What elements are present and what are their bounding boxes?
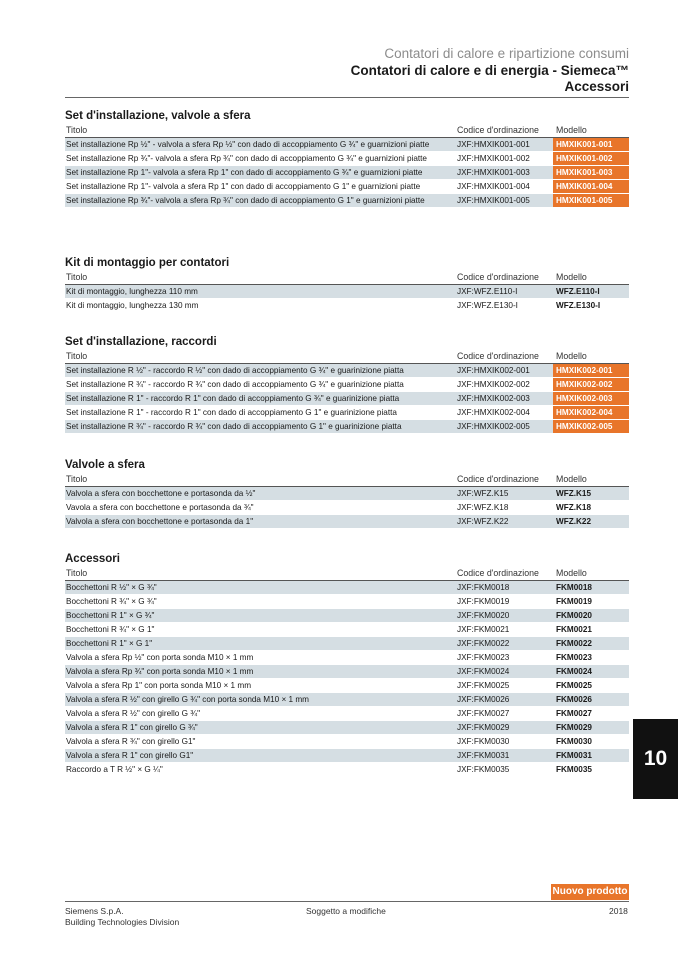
table-row: [65, 609, 629, 623]
row-code: JXF:FKM0020: [457, 611, 510, 620]
row-code: JXF:WFZ.E110-I: [457, 287, 518, 296]
row-model: HMXIK001-001: [553, 138, 629, 151]
row-model: FKM0022: [556, 639, 592, 648]
row-model: FKM0027: [556, 709, 592, 718]
table-row: [65, 406, 629, 420]
footer-company-block: [65, 906, 179, 928]
col-title: Titolo: [66, 568, 88, 578]
row-code: JXF:HMXIK002-004: [457, 408, 530, 417]
row-model: FKM0029: [556, 723, 592, 732]
section-title: Set d'installazione, raccordi: [65, 336, 217, 348]
row-model: WFZ.E110-I: [556, 287, 600, 296]
section-ball-valve-sets: [65, 108, 629, 208]
row-title: Raccordo a T R ½" × G ¼": [66, 765, 163, 774]
row-model: HMXIK002-005: [553, 420, 629, 433]
row-title: Valvola a sfera con bocchettone e portasonda da 1": [66, 517, 254, 526]
col-model: Modello: [556, 568, 587, 578]
row-code: JXF:FKM0018: [457, 583, 510, 592]
section-accessories: [65, 551, 629, 777]
table-row: [65, 487, 629, 501]
row-model: HMXIK001-004: [553, 180, 629, 193]
table-row: [65, 285, 629, 299]
row-model: HMXIK002-003: [553, 392, 629, 405]
row-model: FKM0031: [556, 751, 592, 760]
row-model: FKM0020: [556, 611, 592, 620]
table-row: [65, 180, 629, 194]
table-header: [65, 350, 629, 364]
section-mounting-kits: [65, 255, 629, 313]
table-header: [65, 124, 629, 138]
col-code: Codice d'ordinazione: [457, 474, 539, 484]
row-code: JXF:HMXIK001-004: [457, 182, 530, 191]
row-model: FKM0018: [556, 583, 592, 592]
table-header: [65, 473, 629, 487]
row-title: Valvola a sfera Rp ½" con porta sonda M10 × 1 mm: [66, 653, 254, 662]
table-row: [65, 707, 629, 721]
section-fitting-sets: [65, 334, 629, 434]
col-code: Codice d'ordinazione: [457, 272, 539, 282]
table-row: [65, 581, 629, 595]
row-code: JXF:FKM0026: [457, 695, 510, 704]
row-code: JXF:WFZ.K15: [457, 489, 509, 498]
table-header: [65, 271, 629, 285]
row-title: Kit di montaggio, lunghezza 130 mm: [66, 301, 199, 310]
row-code: JXF:FKM0025: [457, 681, 510, 690]
row-model: FKM0035: [556, 765, 592, 774]
table-row: [65, 138, 629, 152]
table-row: [65, 735, 629, 749]
row-model: FKM0025: [556, 681, 592, 690]
row-title: Valvola a sfera Rp ¾" con porta sonda M10 × 1 mm: [66, 667, 254, 676]
footer-year: 2018: [609, 906, 628, 916]
row-title: Valvola a sfera R ¾" con girello G1": [66, 737, 196, 746]
table-row: [65, 651, 629, 665]
row-title: Bocchettoni R ½" × G ¾": [66, 583, 157, 592]
table-row: [65, 637, 629, 651]
row-code: JXF:WFZ.E130-I: [457, 301, 518, 310]
table-row: [65, 693, 629, 707]
row-title: Set installazione Rp 1"- valvola a sfera Rp 1" con dado di accoppiamento G 1" e guarnizioni piatte: [66, 182, 421, 191]
footer-note: Soggetto a modifiche: [306, 906, 386, 916]
table-row: [65, 749, 629, 763]
row-code: JXF:FKM0027: [457, 709, 510, 718]
row-model: FKM0021: [556, 625, 592, 634]
table-row: [65, 378, 629, 392]
row-code: JXF:HMXIK001-001: [457, 140, 530, 149]
row-model: HMXIK001-003: [553, 166, 629, 179]
row-code: JXF:HMXIK002-001: [457, 366, 530, 375]
chapter-tab: 10: [633, 719, 678, 799]
row-code: JXF:FKM0021: [457, 625, 510, 634]
footer-divider: [65, 901, 629, 902]
footer-division: Building Technologies Division: [65, 917, 180, 927]
table-row: [65, 721, 629, 735]
table-row: [65, 595, 629, 609]
row-title: Valvola a sfera R ½" con girello G ¾" con porta sonda M10 × 1 mm: [66, 695, 309, 704]
row-title: Valvola a sfera Rp 1" con porta sonda M10 × 1 mm: [66, 681, 252, 690]
header-divider: [65, 97, 629, 98]
col-model: Modello: [556, 272, 587, 282]
row-title: Set installazione Rp ¾"- valvola a sfera Rp ¾" con dado di accoppiamento G 1" e guarnizioni piatte: [66, 196, 425, 205]
row-title: Valvola a sfera R ½" con girello G ¾": [66, 709, 200, 718]
row-code: JXF:FKM0023: [457, 653, 510, 662]
row-model: HMXIK001-005: [553, 194, 629, 207]
page-title: Accessori: [564, 79, 629, 94]
row-title: Set installazione R ½" - raccordo R ½" con dado di accoppiamento G ¾" e guarinizione piatta: [66, 366, 404, 375]
col-title: Titolo: [66, 125, 88, 135]
row-model: FKM0023: [556, 653, 592, 662]
row-code: JXF:HMXIK002-005: [457, 422, 530, 431]
header-category: Contatori di calore e ripartizione consumi: [384, 46, 629, 61]
row-model: HMXIK002-004: [553, 406, 629, 419]
section-ball-valves: [65, 457, 629, 529]
section-title: Set d'installazione, valvole a sfera: [65, 110, 251, 122]
row-code: JXF:HMXIK001-002: [457, 154, 530, 163]
row-code: JXF:FKM0035: [457, 765, 510, 774]
table-row: [65, 392, 629, 406]
row-model: HMXIK002-001: [553, 364, 629, 377]
col-code: Codice d'ordinazione: [457, 568, 539, 578]
section-title: Valvole a sfera: [65, 459, 145, 471]
row-title: Bocchettoni R 1" × G ¾": [66, 611, 155, 620]
table-row: [65, 665, 629, 679]
row-title: Set installazione Rp ½" - valvola a sfera Rp ½" con dado di accoppiamento G ¾" e guarnizioni piatte: [66, 140, 430, 149]
table-row: [65, 364, 629, 378]
col-title: Titolo: [66, 474, 88, 484]
row-title: Kit di montaggio, lunghezza 110 mm: [66, 287, 198, 296]
table-row: [65, 515, 629, 529]
col-model: Modello: [556, 351, 587, 361]
row-code: JXF:FKM0029: [457, 723, 510, 732]
row-title: Set installazione R 1" - raccordo R 1" con dado di accoppiamento G 1" e guarinizione piatta: [66, 408, 397, 417]
row-title: Bocchettoni R ¾" × G ¾": [66, 597, 157, 606]
col-model: Modello: [556, 125, 587, 135]
row-model: HMXIK002-002: [553, 378, 629, 391]
row-title: Set installazione Rp ¾"- valvola a sfera Rp ¾" con dado di accoppiamento G ¾" e guarnizioni piatte: [66, 154, 427, 163]
row-title: Vavola a sfera con bocchettone e portasonda da ¾": [66, 503, 254, 512]
table-row: [65, 166, 629, 180]
col-title: Titolo: [66, 351, 88, 361]
col-title: Titolo: [66, 272, 88, 282]
col-model: Modello: [556, 474, 587, 484]
row-title: Bocchettoni R ¾" × G 1": [66, 625, 155, 634]
row-title: Valvola a sfera con bocchettone e portasonda da ½": [66, 489, 256, 498]
row-model: HMXIK001-002: [553, 152, 629, 165]
header-product-line: Contatori di calore e di energia - Siemeca™: [350, 63, 629, 78]
table-row: [65, 152, 629, 166]
section-title: Accessori: [65, 553, 120, 565]
new-product-badge: Nuovo prodotto: [551, 884, 629, 900]
row-title: Set installazione R 1" - raccordo R 1" con dado di accoppiamento G ¾" e guarinizione piatta: [66, 394, 400, 403]
table-row: [65, 623, 629, 637]
footer-company: Siemens S.p.A.: [65, 906, 124, 916]
row-title: Valvola a sfera R 1" con girello G1": [66, 751, 194, 760]
table-row: [65, 763, 629, 777]
table-row: [65, 501, 629, 515]
row-model: FKM0019: [556, 597, 592, 606]
row-title: Set installazione Rp 1"- valvola a sfera Rp 1" con dado di accoppiamento G ¾" e guarnizioni piatte: [66, 168, 423, 177]
col-code: Codice d'ordinazione: [457, 125, 539, 135]
table-row: [65, 420, 629, 434]
row-code: JXF:HMXIK002-003: [457, 394, 530, 403]
row-code: JXF:HMXIK001-005: [457, 196, 530, 205]
row-code: JXF:WFZ.K22: [457, 517, 509, 526]
row-title: Valvola a sfera R 1" con girello G ¾": [66, 723, 198, 732]
row-code: JXF:FKM0031: [457, 751, 510, 760]
col-code: Codice d'ordinazione: [457, 351, 539, 361]
section-title: Kit di montaggio per contatori: [65, 257, 230, 269]
row-model: FKM0026: [556, 695, 592, 704]
row-model: WFZ.K22: [556, 517, 592, 526]
row-code: JXF:FKM0019: [457, 597, 510, 606]
table-row: [65, 299, 629, 313]
row-model: WFZ.E130-I: [556, 301, 601, 310]
row-code: JXF:HMXIK001-003: [457, 168, 530, 177]
row-code: JXF:FKM0022: [457, 639, 510, 648]
row-code: JXF:FKM0030: [457, 737, 510, 746]
row-title: Set installazione R ¾" - raccordo R ¾" con dado di accoppiamento G 1" e guarinizione piatta: [66, 422, 402, 431]
row-model: WFZ.K15: [556, 489, 592, 498]
row-title: Set installazione R ¾" - raccordo R ¾" con dado di accoppiamento G ¾" e guarinizione piatta: [66, 380, 404, 389]
row-model: FKM0030: [556, 737, 592, 746]
row-code: JXF:HMXIK002-002: [457, 380, 530, 389]
row-code: JXF:FKM0024: [457, 667, 510, 676]
row-code: JXF:WFZ.K18: [457, 503, 509, 512]
table-header: [65, 567, 629, 581]
row-model: WFZ.K18: [556, 503, 592, 512]
table-row: [65, 194, 629, 208]
row-title: Bocchettoni R 1" × G 1": [66, 639, 153, 648]
table-row: [65, 679, 629, 693]
row-model: FKM0024: [556, 667, 592, 676]
